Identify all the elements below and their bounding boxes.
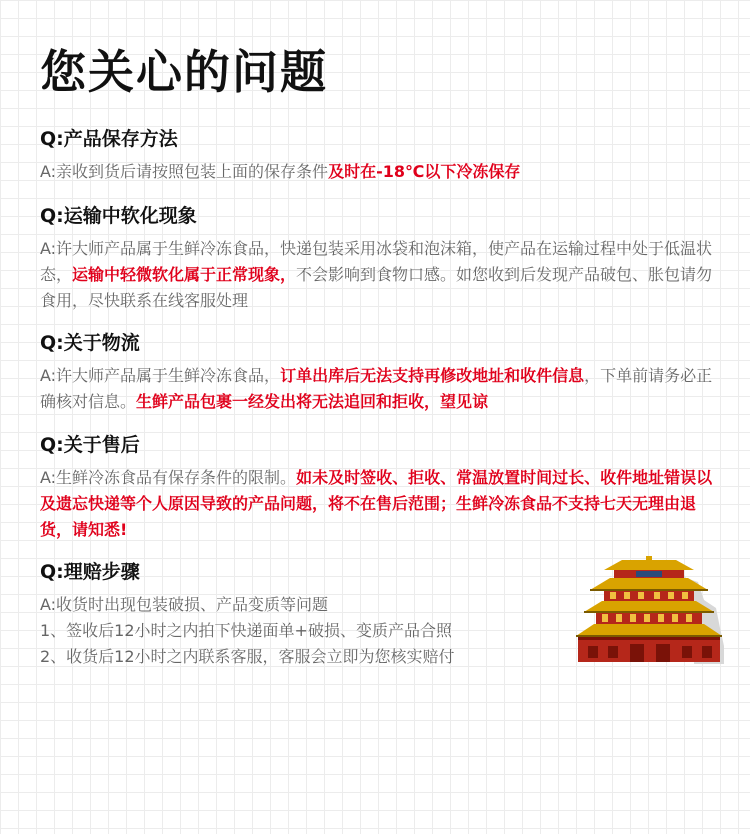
faq-item-storage [40,127,718,185]
answer-text: ，下单前请务必正确核对信息。 [40,366,713,411]
faq-question: Q:运输中软化现象 [40,205,197,227]
answer-text: A:许大师产品属于生鲜冷冻食品， [40,366,281,385]
answer-highlight: 如未及时签收、拒收、常温放置时间过长、收件地址错误以及遗忘快递等个人原因导致的产品问题，将不在售后范围；生鲜冷冻食品不支持七天无理由退货，请知悉! [40,468,713,539]
answer-text: A:生鲜冷冻食品有保存条件的限制。 [40,468,297,487]
faq-item-logistics [40,331,718,415]
answer-line: A:收货时出现包装破损、产品变质等问题 [40,595,329,614]
faq-question: Q:关于物流 [40,332,140,354]
answer-text: A:许大师产品属于生鲜冷冻食品，快递包装采用冰袋和泡沫箱，使产品在运输过程中处于低温状态， [40,239,713,284]
faq-answer [40,236,718,314]
answer-text: A:亲收到货后请按照包装上面的保存条件 [40,162,329,181]
answer-line: 2、收货后12小时之内联系客服，客服会立即为您核实赔付 [40,647,455,666]
faq-answer [40,465,718,543]
page-title: 您关心的问题 [40,45,328,99]
faq-question: Q:理赔步骤 [40,561,140,583]
answer-line: 1、签收后12小时之内拍下快递面单+破损、变质产品合照 [40,621,452,640]
answer-text: 不会影响到食物口感。如您收到后发现产品破包、胀包请勿食用，尽快联系在线客服处理 [40,265,713,310]
faq-answer [40,363,718,415]
faq-question: Q:产品保存方法 [40,128,178,150]
answer-highlight: 订单出库后无法支持再修改地址和收件信息 [280,366,585,385]
answer-highlight: 运输中轻微软化属于正常现象， [72,265,297,284]
answer-highlight: 生鲜产品包裹一经发出将无法追回和拒收，望见谅 [136,392,489,411]
faq-answer [40,159,718,185]
pavilion-illustration [574,556,724,666]
faq-question: Q:关于售后 [40,434,140,456]
faq-item-softening [40,204,718,314]
answer-highlight: 及时在-18℃以下冷冻保存 [328,162,521,181]
faq-item-aftersales [40,433,718,543]
